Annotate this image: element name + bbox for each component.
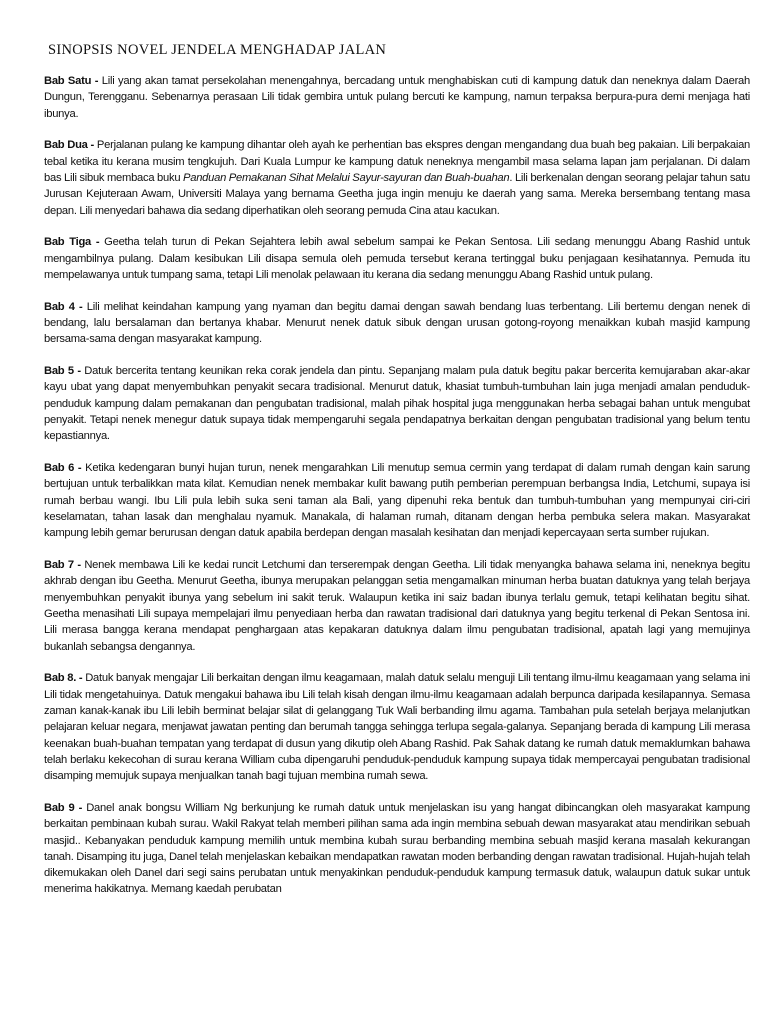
document-title: SINOPSIS NOVEL JENDELA MENGHADAP JALAN	[48, 42, 387, 58]
section-heading: Bab Dua -	[44, 139, 95, 152]
section-text: Datuk banyak mengajar Lili berkaitan dengan ilmu keagamaan, malah datuk selalu menguji Lili tentang ilmu-ilmu keagamaan yang selama ini Lili tidak mengetahuinya. Datuk mengakui bahawa ibu Lili telah kisah dengan ilmu-ilmu keagamaan adalah berpunca daripada kesilapannya. Semasa zaman kanak-kanak ibu Lili lebih berminat belajar silat di gelanggang Tuk Wali berbanding ilmu agama. Tambahan pula setelah berjaya melanjutkan pelajaran keluar negara, menjawat jawatan penting dan berumah tangga sehingga terlupa segala-galanya. Sepanjang berada di kampung Lili merasa keenakan buah-buahan tempatan yang terdapat di dusun yang dikutip oleh Abang Rashid. Pak Sahak datang ke rumah datuk memaklumkan bahawa telah berlaku kekecohan di surau kerana William cuba dipengaruhi penduduk-penduduk kampung supaya tidak mempercayai pengubatan tradisional disamping memujuk supaya menjualkan tanah bagi tujuan membina rumah sewa.	[44, 672, 750, 783]
section-heading: Bab 7 -	[44, 559, 81, 572]
section-bab-4	[44, 299, 750, 348]
book-title: Panduan Pemakanan Sihat Melalui Sayur-sayuran dan Buah-buahan	[183, 171, 510, 184]
section-text: Perjalanan pulang ke kampung dihantar oleh ayah ke perhentian bas ekspres dengan mengandang dua buah beg pakaian. Lili berpakaian tebal ketika itu kerana musim tengkujuh. Dari Kuala Lumpur ke kampung datuk neneknya mengambil masa selama lapan jam perjalanan. Di dalam bas Lili sibuk membaca buku	[44, 139, 751, 184]
section-text: Lili yang akan tamat persekolahan menengahnya, bercadang untuk menghabiskan cuti di kampung datuk dan neneknya dalam Daerah Dungun, Terengganu. Sebenarnya perasaan Lili tidak gembira untuk pulang bercuti ke kampung, namun terpaksa berpura-pura demi menjaga hati ibunya.	[44, 75, 750, 120]
section-heading: Bab Tiga -	[44, 236, 100, 249]
section-bab-5	[44, 363, 750, 444]
section-text: Datuk bercerita tentang keunikan reka corak jendela dan pintu. Sepanjang malam pula datuk begitu pakar bercerita kemujaraban akar-akar kayu ubat yang dapat menyembuhkan penyakit secara tradisional. Menurut datuk, khasiat tumbuh-tumbuhan lain juga menjadi amalan penduduk-penduduk kampung dalam pemakanan dan pengubatan tradisional, malah pihak hospital juga menggunakan herba sebagai bahan untuk mengubat penyakit. Tetapi nenek menegur datuk supaya tidak mempengaruhi segala pendapatnya berkaitan dengan pengubatan tradisional yang belum tentu kepastiannya.	[44, 365, 750, 443]
section-bab-9	[44, 800, 750, 898]
section-heading: Bab Satu -	[44, 75, 99, 87]
section-text: Lili melihat keindahan kampung yang nyaman dan begitu damai dengan sawah bendang luas terbentang. Lili bertemu dengan nenek di bendang, lalu bersalaman dan bertanya khabar. Menurut nenek datuk sibuk dengan urusan gotong-royong menaikkan kubah masjid kampung bersama-sama dengan masyarakat kampung.	[44, 300, 750, 346]
section-heading: Bab 6 -	[44, 462, 82, 475]
document-page	[44, 42, 750, 913]
section-bab-2	[44, 137, 750, 218]
section-bab-8	[44, 670, 750, 784]
section-bab-3	[44, 234, 750, 283]
section-text: Geetha telah turun di Pekan Sejahtera lebih awal sebelum sampai ke Pekan Sentosa. Lili sedang menunggu Abang Rashid untuk mengambilnya pulang. Dalam kesibukan Lili disapa semula oleh pemuda tersebut kerana tertinggal buku penjagaan kesihatannya. Pemuda itu mempelawanya untuk tumpang sama, tetapi Lili menolak pelawaan itu kerana dia sedang menunggu Abang Rashid untuk pulang.	[44, 236, 750, 281]
section-text: Danel anak bongsu William Ng berkunjung ke rumah datuk untuk menjelaskan isu yang hangat dibincangkan oleh masyarakat kampung berkaitan pembinaan kubah surau. Wakil Rakyat telah memberi pilihan sama ada ingin membina sebuah dewan masyarakat atau mendirikan sebuah masjid.. Kebanyakan penduduk kampung memilih untuk membina kubah surau berbanding membina sebuah masjid kerana masalah kekurangan tanah. Disamping itu juga, Danel telah menjelaskan kebaikan mendapatkan rawatan moden berbanding dengan rawatan tradisional. Hujah-hujah telah dikemukakan oleh Danel dari segi sains perubatan untuk menyakinkan penduduk-penduduk kampung termasuk datuk, walaupun datuk sukar untuk menerima hakikatnya. Memang kaedah perubatan	[44, 801, 751, 896]
section-heading: Bab 8. -	[44, 672, 83, 685]
section-bab-6	[44, 460, 750, 541]
section-text-cont: . Lili berkenalan dengan seorang pelajar tahun satu Jurusan Kejuteraan Awam, Universiti Malaya yang bernama Geetha juga ingin menuju ke daerah yang sama. Mereka bersembang tentang masa depan. Lili menyedari bahawa dia sedang diperhatikan oleh seorang pemuda Cina atau kacukan.	[44, 171, 750, 217]
section-bab-1	[44, 73, 750, 122]
section-text: Ketika kedengaran bunyi hujan turun, nenek mengarahkan Lili menutup semua cermin yang terdapat di dalam rumah dengan kain sarung bertujuan untuk terbalikkan mata kilat. Kemudian nenek membakar kulit bawang putih pemberian perempuan berbangsa India, Letchumi, supaya isi rumah berbau wangi. Ibu Lili pula lebih suka seni taman ala Bali, yang dipenuhi reka bentuk dan tumbuh-tumbuhan yang mempunyai ciri-ciri keselamatan, tahan lasak dan menghalau nyamuk. Manakala, di halaman rumah, ditanam dengan herba pembuka selera makan. Masyarakat kampung lebih gemar berurusan dengan datuk apabila berdepan dengan masalah kesihatan dan menjadi kepercayaan serta sumber rujukan.	[44, 462, 750, 540]
section-heading: Bab 9 -	[44, 801, 83, 814]
section-heading: Bab 5 -	[44, 365, 81, 378]
section-text: Nenek membawa Lili ke kedai runcit Letchumi dan terserempak dengan Geetha. Lili tidak menyangka bahawa selama ini, neneknya begitu akhrab dengan ibu Geetha. Menurut Geetha, ibunya merupakan pelanggan setia mengamalkan minuman herba buatan datuknya yang telah berjaya menyembuhkan penyakit ibunya yang sebelum ini sakit teruk. Walaupun ketika ini saiz badan ibunya terlalu gemuk, tetapi kelihatan begitu sihat. Geetha menasihati Lili supaya mempelajari ilmu penyediaan herba dan rawatan tradisional dari datuknya yang begitu terkenal di Pekan Sentosa ini. Lili merasa bangga kerana mendapat penghargaan atas kepakaran datuknya dalam ilmu pengubatan tradisional, apatah lagi yang memujinya bukanlah sebangsa dengannya.	[44, 559, 750, 653]
section-bab-7	[44, 557, 750, 655]
section-heading: Bab 4 -	[44, 300, 83, 313]
